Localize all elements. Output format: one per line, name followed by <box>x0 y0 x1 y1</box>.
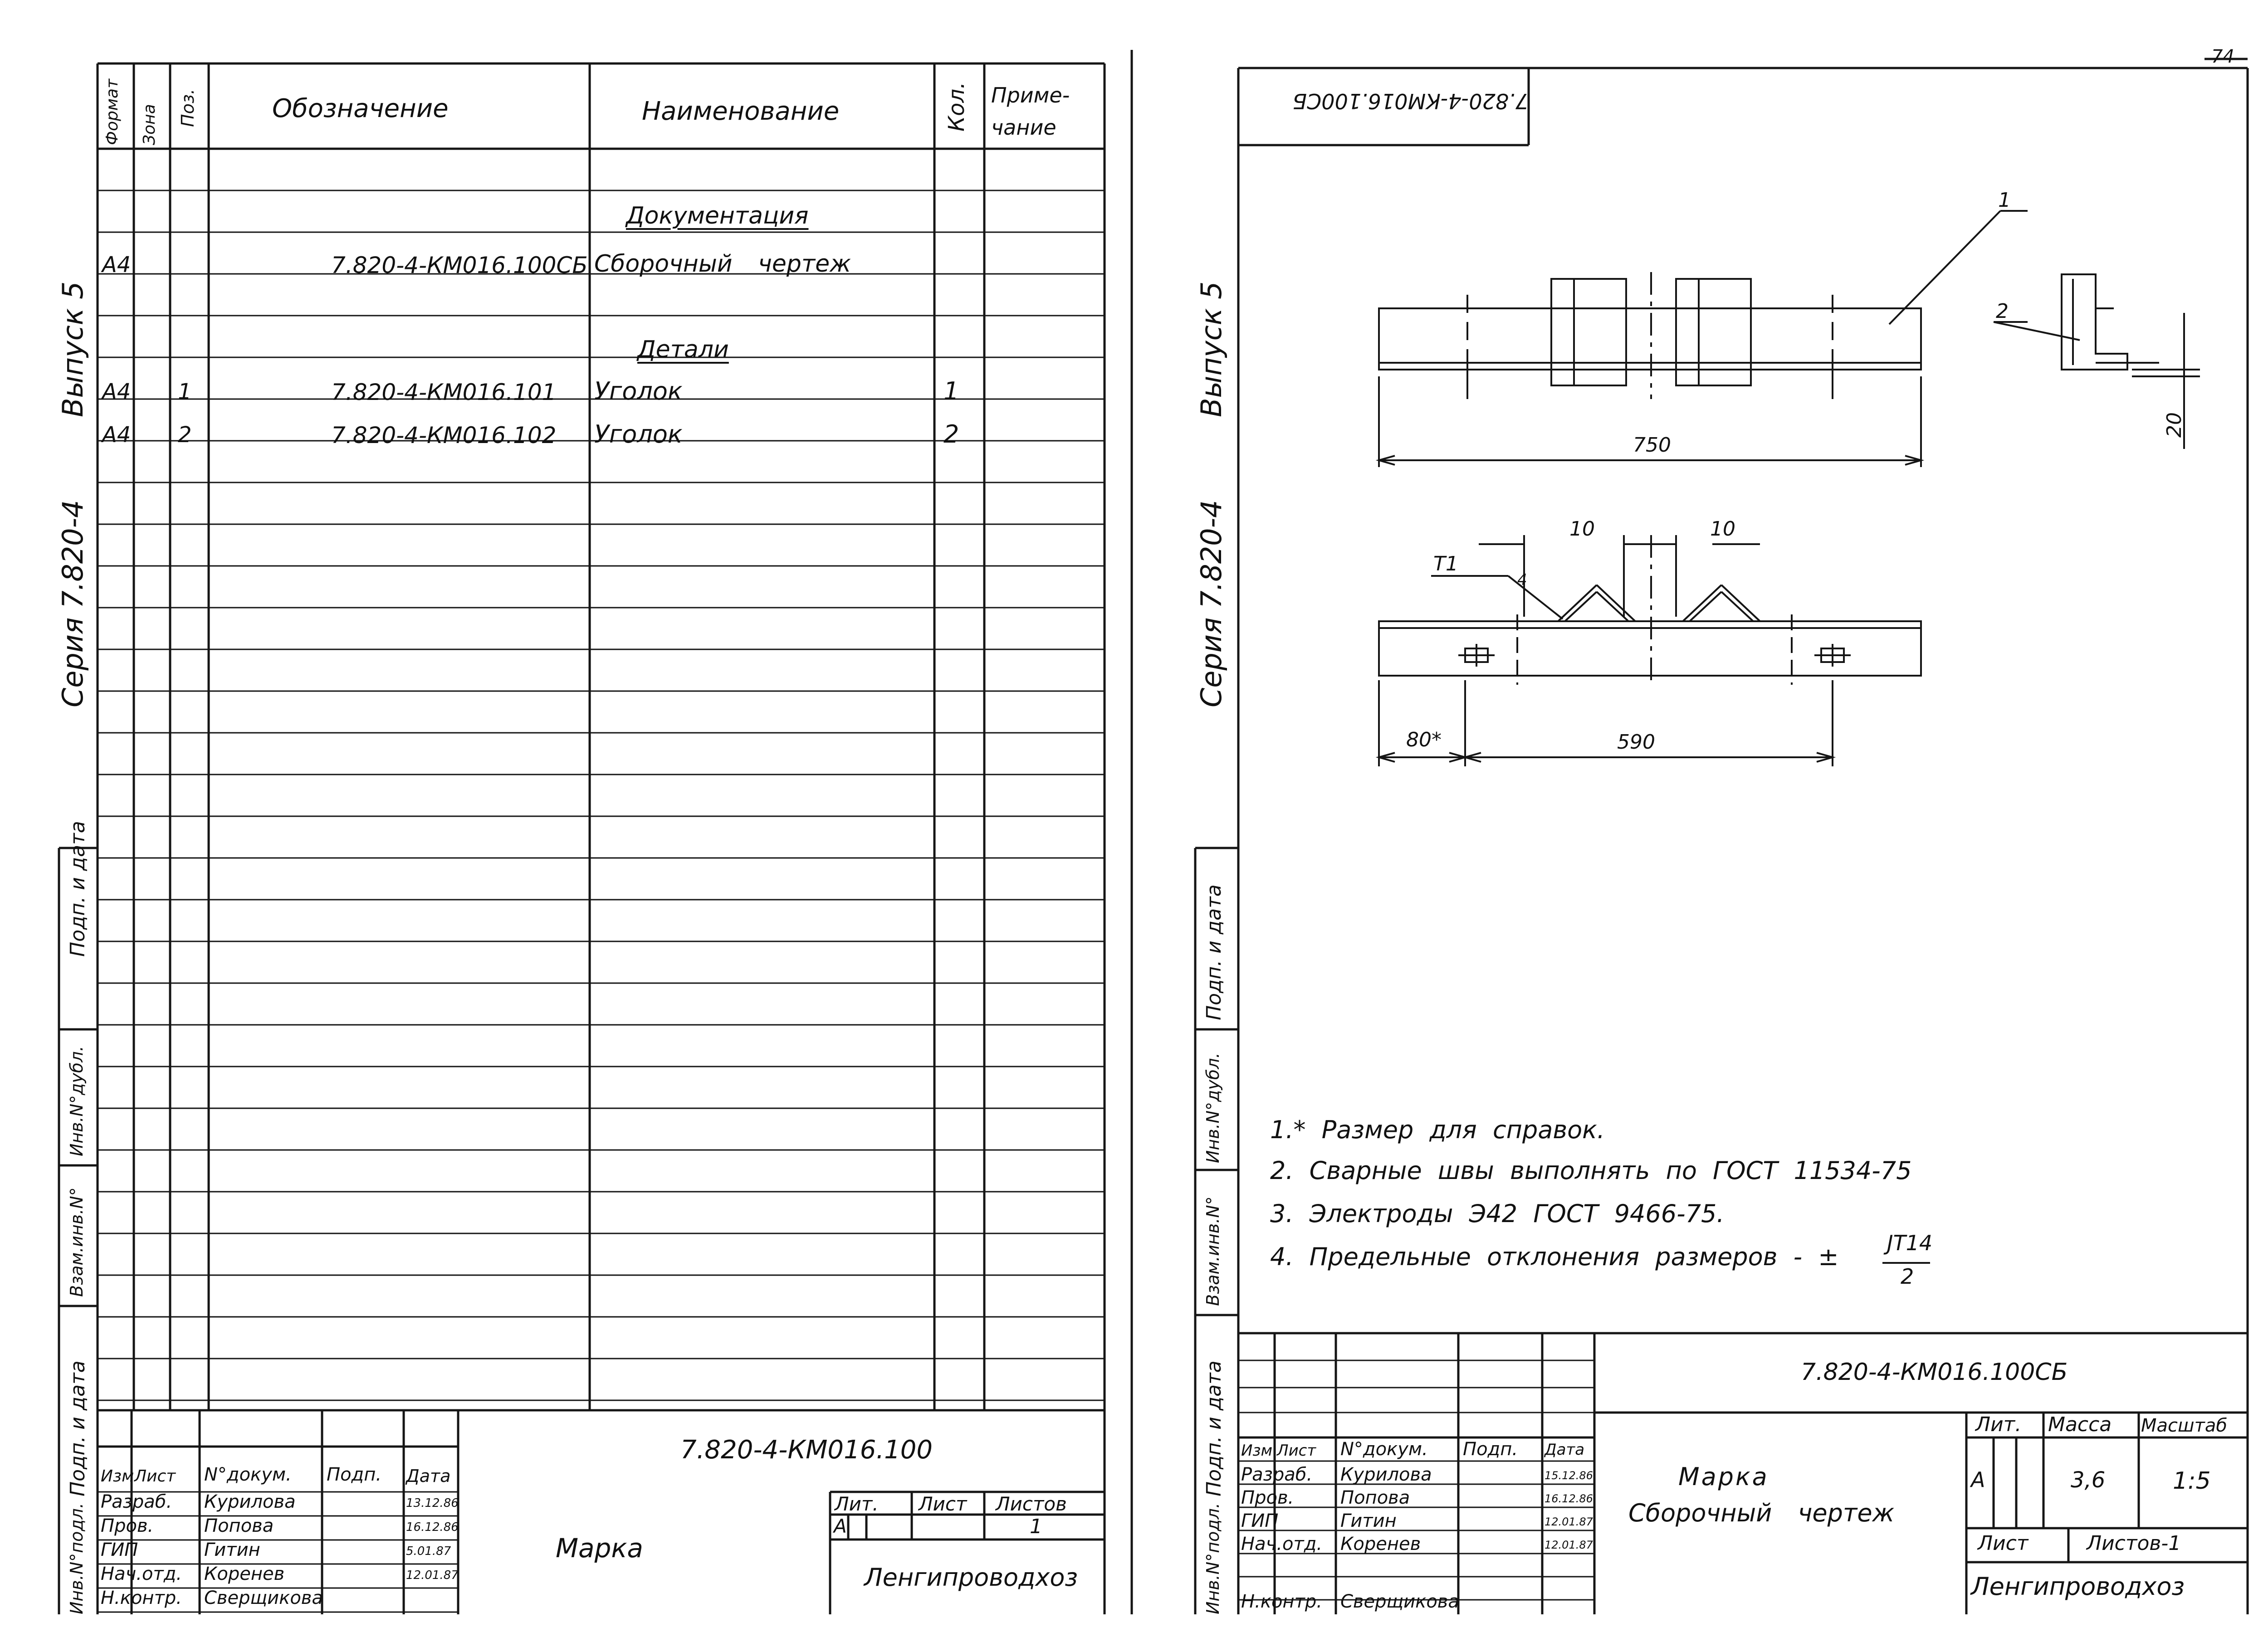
right-tb-name-2: Сборочный чертеж <box>1628 1499 1895 1527</box>
spec-row-1-name: Сборочный чертеж <box>594 250 851 278</box>
spec-row-1-designation: 7.820-4-КМ016.100СБ <box>331 252 588 278</box>
spec-row-3-designation: 7.820-4-КМ016.101 <box>331 379 557 405</box>
header-note: Приме-чание <box>991 83 1070 140</box>
right-tb-date-2: 12.01.87 <box>1545 1515 1593 1528</box>
header-format: Формат <box>103 78 122 145</box>
right-side-series: Серия 7.820-4 <box>1195 500 1228 707</box>
left-tb-col-list: Лист <box>134 1467 176 1486</box>
callout-2: 2 <box>1996 300 2009 323</box>
left-tb-role-1: Пров. <box>101 1515 154 1536</box>
left-tb-role-4: Н.контр. <box>101 1588 182 1608</box>
dim-20: 20 <box>2163 412 2186 438</box>
left-tb-person-4: Сверщикова <box>204 1588 323 1608</box>
left-tb-role-3: Нач.отд. <box>101 1564 182 1584</box>
spec-row-3-format: А4 <box>102 379 131 404</box>
sheet-number: 74 <box>2211 46 2234 67</box>
note-2: 2. Сварные швы выполнять по ГОСТ 11534-75 <box>1270 1156 1912 1185</box>
right-tb-scale-label: Масштаб <box>2141 1415 2228 1436</box>
right-tb-list-label: Лист <box>1978 1532 2028 1555</box>
left-tb-listov-label: Листов <box>996 1493 1067 1515</box>
dim-10-left: 10 <box>1569 517 1595 541</box>
left-binding-vzam-inv: Взам.инв.N° <box>67 1187 87 1297</box>
right-tb-role-0: Разраб. <box>1241 1464 1313 1485</box>
left-tb-person-3: Коренев <box>204 1564 285 1584</box>
left-tb-lit: А <box>834 1515 847 1537</box>
left-tb-list-label: Лист <box>919 1493 967 1515</box>
right-tb-col-izm: Изм <box>1241 1442 1273 1460</box>
left-tb-col-doc: N°докум. <box>204 1464 292 1485</box>
spec-row-4-designation: 7.820-4-КМ016.102 <box>331 422 557 448</box>
right-tb-person-3: Коренев <box>1340 1534 1421 1554</box>
note-3: 3. Электроды Э42 ГОСТ 9466-75. <box>1270 1199 1725 1228</box>
left-tb-person-2: Гитин <box>204 1540 260 1560</box>
left-tb-code: 7.820-4-КМ016.100 <box>680 1435 933 1465</box>
left-tb-date-1: 16.12.86 <box>406 1520 459 1534</box>
spec-row-4-pos: 2 <box>178 422 192 448</box>
left-tb-col-date: Дата <box>406 1466 451 1486</box>
right-tb-col-date: Дата <box>1545 1441 1585 1459</box>
spec-row-0-name: Документация <box>626 202 809 229</box>
right-tb-org: Ленгипроводхоз <box>1971 1572 2185 1601</box>
right-tb-date-3: 12.01.87 <box>1545 1539 1593 1551</box>
right-tb-role-3: Нач.отд. <box>1241 1534 1323 1554</box>
dim-80: 80* <box>1406 728 1442 751</box>
right-tb-role-4: Н.контр. <box>1241 1591 1322 1612</box>
left-binding-podp-2: Подп. и дата <box>66 1360 89 1496</box>
left-tb-person-0: Курилова <box>204 1491 296 1512</box>
note-1: 1.* Размер для справок. <box>1270 1116 1605 1144</box>
right-tb-role-1: Пров. <box>1241 1487 1294 1508</box>
weld-leg: 4 <box>1517 571 1527 589</box>
left-tb-listov: 1 <box>1030 1515 1042 1538</box>
right-tb-person-2: Гитин <box>1340 1510 1397 1531</box>
left-tb-role-2: ГИП <box>101 1540 138 1560</box>
right-tb-name-1: Марка <box>1678 1462 1769 1491</box>
tolerance-numerator: JT14 <box>1887 1231 1933 1255</box>
left-binding-inv-dubl: Инв.N°дубл. <box>67 1046 87 1156</box>
dim-10-right: 10 <box>1710 517 1735 541</box>
dim-590: 590 <box>1617 731 1655 754</box>
right-tb-person-1: Попова <box>1340 1487 1410 1508</box>
tolerance-denominator: 2 <box>1901 1264 1914 1289</box>
right-binding-inv-dubl: Инв.N°дубл. <box>1203 1052 1223 1163</box>
header-qty: Кол. <box>944 82 969 132</box>
right-binding-vzam-inv: Взам.инв.N° <box>1203 1196 1223 1306</box>
right-binding-inv-podl: Инв.N°подл. <box>1203 1503 1223 1614</box>
spec-row-2-name: Детали <box>637 336 729 363</box>
left-tb-date-2: 5.01.87 <box>406 1544 451 1558</box>
spec-row-4-qty: 2 <box>943 420 959 448</box>
right-tb-person-4: Сверщикова <box>1340 1591 1459 1612</box>
left-tb-org: Ленгипроводхоз <box>864 1563 1078 1592</box>
left-binding-podp-1: Подп. и дата <box>66 821 89 957</box>
left-binding-inv-podl: Инв.N°подл. <box>67 1503 87 1614</box>
spec-row-3-name: Уголок <box>594 377 683 405</box>
left-tb-person-1: Попова <box>204 1515 274 1536</box>
right-tb-code: 7.820-4-КМ016.100СБ <box>1801 1359 2068 1386</box>
header-pos: Поз. <box>178 88 198 127</box>
right-tb-col-list: Лист <box>1277 1442 1316 1460</box>
right-tb-scale: 1:5 <box>2173 1467 2211 1495</box>
left-side-series: Серия 7.820-4 <box>56 500 89 707</box>
left-tb-date-0: 13.12.86 <box>406 1496 459 1510</box>
right-binding-podp-1: Подп. и дата <box>1202 884 1226 1020</box>
right-tb-role-2: ГИП <box>1241 1510 1279 1531</box>
right-side-issue: Выпуск 5 <box>1195 281 1228 417</box>
left-side-issue: Выпуск 5 <box>56 281 89 417</box>
right-tb-col-podp: Подп. <box>1463 1439 1518 1460</box>
weld-mark-t1: Т1 <box>1433 552 1458 575</box>
left-tb-col-podp: Подп. <box>327 1464 382 1485</box>
assembly-front-view <box>1379 211 2028 467</box>
spec-row-4-format: А4 <box>102 422 131 448</box>
spec-row-3-qty: 1 <box>943 377 959 405</box>
left-tb-role-0: Разраб. <box>101 1491 172 1512</box>
left-tb-lit-label: Лит. <box>835 1493 879 1515</box>
right-top-stamp: 7.820-4-КМ016.100СБ <box>1292 89 1529 113</box>
spec-row-1-format: А4 <box>102 252 131 278</box>
note-4: 4. Предельные отклонения размеров - ± <box>1270 1242 1839 1271</box>
spec-row-3-pos: 1 <box>178 379 192 404</box>
left-tb-col-izm: Изм <box>101 1467 134 1486</box>
left-tb-name: Марка <box>556 1533 643 1564</box>
spec-row-4-name: Уголок <box>594 420 683 448</box>
right-tb-date-0: 15.12.86 <box>1545 1469 1593 1482</box>
header-zone: Зона <box>140 104 159 145</box>
right-tb-mass-label: Масса <box>2048 1413 2112 1436</box>
right-tb-col-doc: N°докум. <box>1340 1439 1428 1460</box>
right-tb-lit: А <box>1971 1467 1985 1492</box>
right-tb-lit-label: Лит. <box>1975 1413 2022 1436</box>
right-binding-podp-2: Подп. и дата <box>1202 1360 1226 1496</box>
right-tb-date-1: 16.12.86 <box>1545 1492 1593 1505</box>
callout-1: 1 <box>1998 189 2011 212</box>
right-tb-mass: 3,6 <box>2071 1467 2106 1493</box>
header-name: Наименование <box>642 97 840 126</box>
dim-750: 750 <box>1633 434 1671 457</box>
right-tb-person-0: Курилова <box>1340 1464 1432 1485</box>
left-tb-date-3: 12.01.87 <box>406 1569 459 1582</box>
header-designation: Обозначение <box>272 94 449 123</box>
right-tb-listov-label: Листов-1 <box>2087 1532 2181 1555</box>
